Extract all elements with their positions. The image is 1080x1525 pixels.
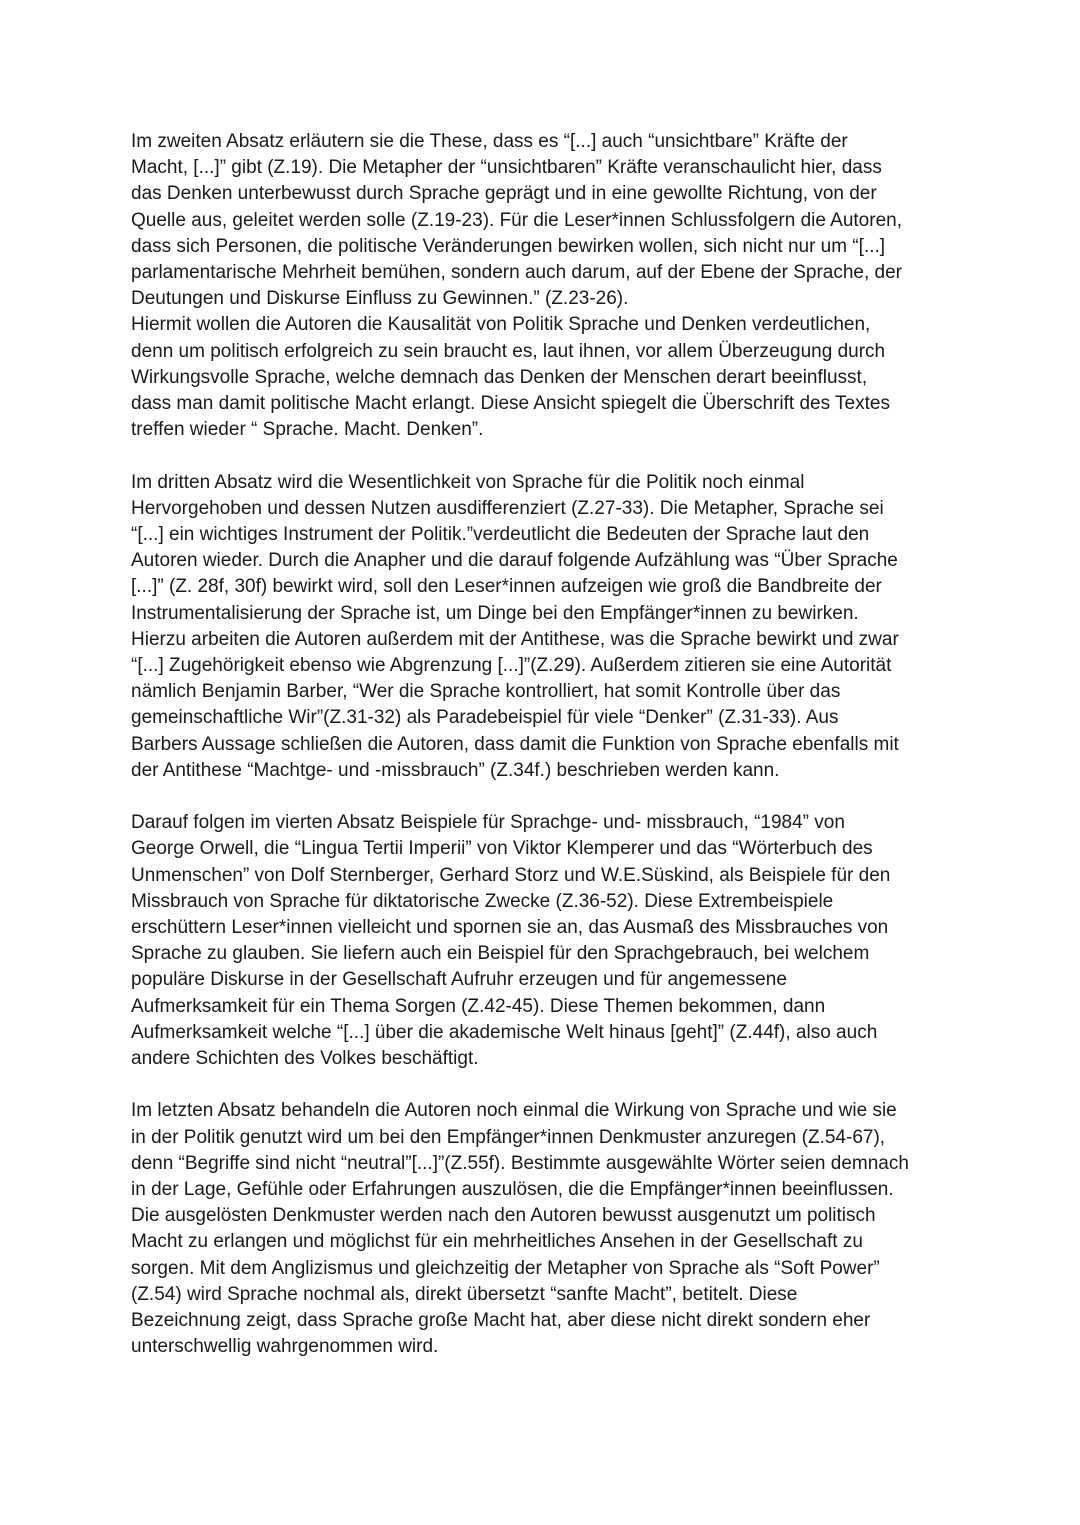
text-line: der Antithese “Machtge- und -missbrauch” (Z.34f.) beschrieben werden kann. xyxy=(131,759,780,781)
text-line: “[...] Zugehörigkeit ebenso wie Abgrenzung [...]”(Z.29). Außerdem zitieren sie eine Autorität xyxy=(131,655,892,677)
text-line: unterschwellig wahrgenommen wird. xyxy=(131,1336,439,1358)
text-line: Im letzten Absatz behandeln die Autoren noch einmal die Wirkung von Sprache und wie sie xyxy=(131,1100,897,1122)
text-line: Quelle aus, geleitet werden solle (Z.19-23). Für die Leser*innen Schlussfolgern die Autoren, xyxy=(131,209,902,231)
text-line: andere Schichten des Volkes beschäftigt. xyxy=(131,1048,479,1070)
text-line: (Z.54) wird Sprache nochmal als, direkt übersetzt “sanfte Macht”, betitelt. Diese xyxy=(131,1283,798,1305)
text-line: Autoren wieder. Durch die Anapher und die darauf folgende Aufzählung was “Über Sprache xyxy=(131,550,898,572)
text-line: Hiermit wollen die Autoren die Kausalität von Politik Sprache und Denken verdeutlichen, xyxy=(131,314,871,336)
text-line: Barbers Aussage schließen die Autoren, dass damit die Funktion von Sprache ebenfalls mit xyxy=(131,733,899,755)
paragraph-4 xyxy=(131,810,961,1072)
text-line: Im zweiten Absatz erläutern sie die These, dass es “[...] auch “unsichtbare” Kräfte der xyxy=(131,131,848,152)
text-line: sorgen. Mit dem Anglizismus und gleichzeitig der Metapher von Sprache als “Soft Power” xyxy=(131,1257,880,1279)
text-line: Die ausgelösten Denkmuster werden nach den Autoren bewusst ausgenutzt um politisch xyxy=(131,1205,876,1227)
text-line: Wirkungsvolle Sprache, welche demnach das Denken der Menschen derart beeinflusst, xyxy=(131,366,868,388)
text-line: Bezeichnung zeigt, dass Sprache große Macht hat, aber diese nicht direkt sondern eher xyxy=(131,1310,871,1332)
text-line: populäre Diskurse in der Gesellschaft Aufruhr erzeugen und für angemessene xyxy=(131,969,787,991)
text-line: denn “Begriffe sind nicht “neutral”[...]”(Z.55f). Bestimmte ausgewählte Wörter seien demnach xyxy=(131,1152,909,1174)
text-line: treffen wieder “ Sprache. Macht. Denken”. xyxy=(131,419,484,441)
paragraph-3 xyxy=(131,470,961,784)
text-line: George Orwell, die “Lingua Tertii Imperii” von Viktor Klemperer und das “Wörterbuch des xyxy=(131,838,873,860)
text-line: in der Politik genutzt wird um bei den Empfänger*innen Denkmuster anzuregen (Z.54-67), xyxy=(131,1126,886,1148)
text-line: Macht zu erlangen und möglichst für ein mehrheitliches Ansehen in der Gesellschaft zu xyxy=(131,1231,863,1253)
text-line: Missbrauch von Sprache für diktatorische Zwecke (Z.36-52). Diese Extrembeispiele xyxy=(131,890,834,912)
text-line: Hierzu arbeiten die Autoren außerdem mit der Antithese, was die Sprache bewirkt und zwar xyxy=(131,628,899,650)
text-line: denn um politisch erfolgreich zu sein braucht es, laut ihnen, vor allem Überzeugung durch xyxy=(131,340,886,362)
text-line: erschüttern Leser*innen vielleicht und spornen sie an, das Ausmaß des Missbrauches von xyxy=(131,917,889,939)
text-line: Aufmerksamkeit welche “[...] über die akademische Welt hinaus [geht]” (Z.44f), also auch xyxy=(131,1021,878,1043)
text-line: das Denken unterbewusst durch Sprache geprägt und in eine gewollte Richtung, von der xyxy=(131,183,877,205)
text-line: dass sich Personen, die politische Veränderungen bewirken wollen, sich nicht nur um “[...] xyxy=(131,235,886,257)
document-body xyxy=(131,129,961,1361)
text-line: [...]” (Z. 28f, 30f) bewirkt wird, soll den Leser*innen aufzeigen wie groß die Bandbreite der xyxy=(131,576,882,598)
paragraph-2-continuation xyxy=(131,312,961,443)
text-line: Instrumentalisierung der Sprache ist, um Dinge bei den Empfänger*innen zu bewirken. xyxy=(131,602,859,624)
text-line: Deutungen und Diskurse Einfluss zu Gewinnen.” (Z.23-26). xyxy=(131,288,629,310)
text-line: Aufmerksamkeit für ein Thema Sorgen (Z.42-45). Diese Themen bekommen, dann xyxy=(131,995,826,1017)
text-line: gemeinschaftliche Wir”(Z.31-32) als Paradebeispiel für viele “Denker” (Z.31-33). Aus xyxy=(131,707,839,729)
text-line: Hervorgehoben und dessen Nutzen ausdifferenziert (Z.27-33). Die Metapher, Sprache sei xyxy=(131,497,884,519)
text-line: Sprache zu glauben. Sie liefern auch ein Beispiel für den Sprachgebrauch, bei welchem xyxy=(131,943,870,965)
text-line: dass man damit politische Macht erlangt. Diese Ansicht spiegelt die Überschrift des Textes xyxy=(131,393,890,415)
paragraph-5 xyxy=(131,1098,961,1360)
text-line: Darauf folgen im vierten Absatz Beispiele für Sprachge- und- missbrauch, “1984” von xyxy=(131,812,845,834)
text-line: in der Lage, Gefühle oder Erfahrungen auszulösen, die die Empfänger*innen beeinflussen. xyxy=(131,1179,894,1201)
text-line: “[...] ein wichtiges Instrument der Politik.”verdeutlicht die Bedeuten der Sprache laut den xyxy=(131,524,870,546)
text-line: Macht, [...]” gibt (Z.19). Die Metapher der “unsichtbaren” Kräfte veranschaulicht hier, dass xyxy=(131,157,882,179)
paragraph-2 xyxy=(131,129,961,312)
text-line: Im dritten Absatz wird die Wesentlichkeit von Sprache für die Politik noch einmal xyxy=(131,471,805,493)
text-line: Unmenschen” von Dolf Sternberger, Gerhard Storz und W.E.Süskind, als Beispiele für den xyxy=(131,864,891,886)
text-line: nämlich Benjamin Barber, “Wer die Sprache kontrolliert, hat somit Kontrolle über das xyxy=(131,681,841,703)
text-line: parlamentarische Mehrheit bemühen, sondern auch darum, auf der Ebene der Sprache, der xyxy=(131,262,903,284)
